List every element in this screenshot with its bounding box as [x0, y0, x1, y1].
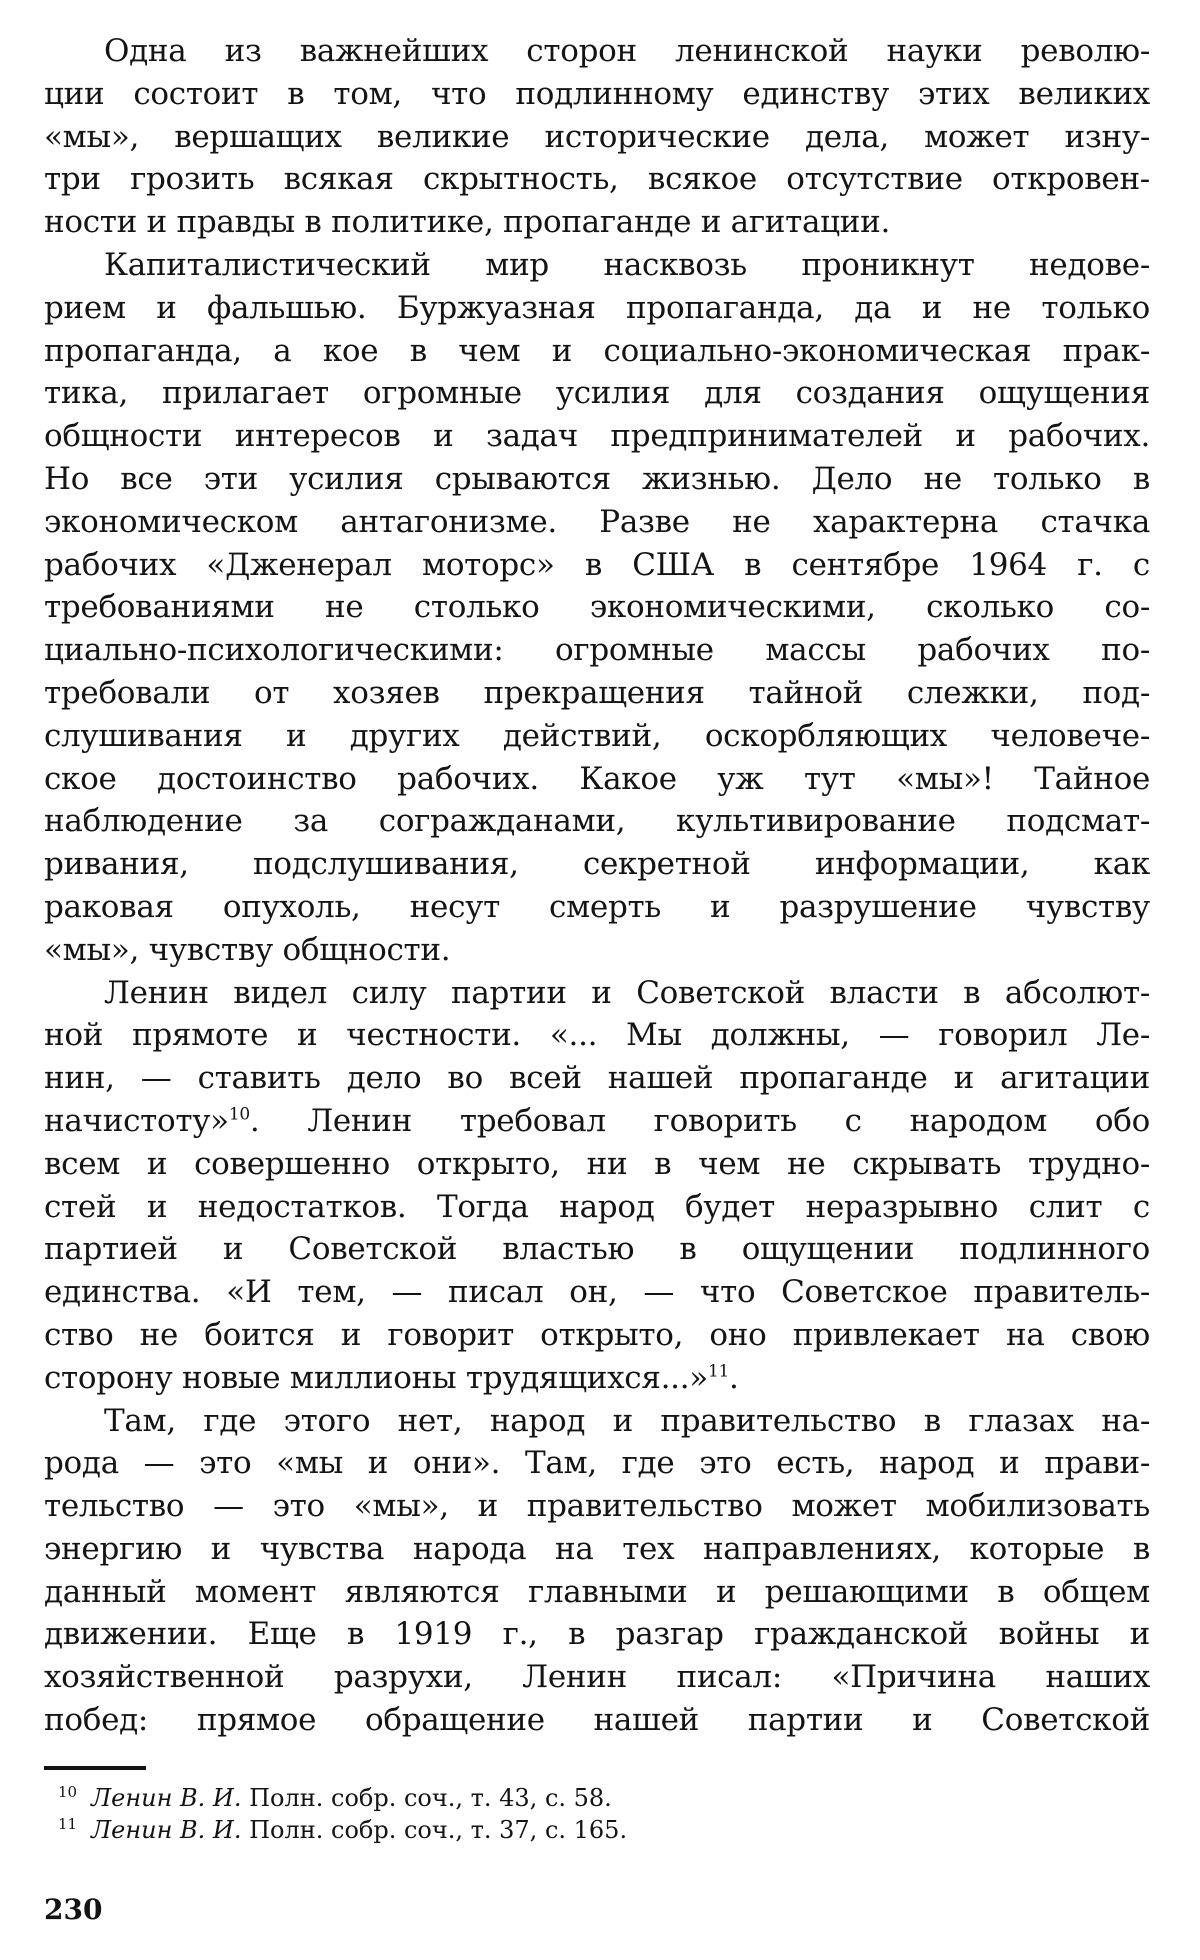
text-line: требовали от хозяев прекращения тайной слежки, под-	[44, 674, 1150, 711]
footnote-11	[58, 1814, 1138, 1846]
footnote-citation: Полн. собр. соч., т. 43, с. 58.	[249, 1784, 612, 1812]
paragraph-1	[44, 30, 1150, 244]
text-segment: . Ленин требовал говорить с народом обо	[249, 1102, 1150, 1139]
text-line: ривания, подслушивания, секретной информации, как	[44, 846, 1150, 883]
text-line: циально-психологическими: огромные массы рабочих по-	[44, 632, 1150, 669]
text-line: «мы», вершащих великие исторические дела, может изну-	[44, 118, 1150, 155]
text-line: партией и Советской властью в ощущении подлинного	[44, 1231, 1150, 1268]
text-line: движении. Еще в 1919 г., в разгар гражданской войны и	[44, 1616, 1150, 1653]
text-line: ции состоит в том, что подлинному единству этих великих	[44, 75, 1150, 112]
text-line: тика, прилагает огромные усилия для создания ощущения	[44, 375, 1150, 412]
text-line: общности интересов и задач предпринимателей и рабочих.	[44, 418, 1150, 455]
text-line: пропаганда, а кое в чем и социально-экономическая прак-	[44, 332, 1150, 369]
paragraph-3	[44, 972, 1150, 1400]
text-line: энергию и чувства народа на тех направлениях, которые в	[44, 1530, 1150, 1567]
text-segment: сторону новые миллионы трудящихся...»	[44, 1359, 708, 1396]
text-line: всем и совершенно открыто, ни в чем не скрывать трудно-	[44, 1145, 1150, 1182]
text-line: Капиталистический мир насквозь проникнут недове-	[104, 246, 1150, 283]
text-line: наблюдение за согражданами, культивирование подсмат-	[44, 803, 1150, 840]
text-line: ности и правды в политике, пропаганде и агитации.	[44, 204, 891, 241]
footnote-author: Ленин В. И.	[91, 1784, 242, 1812]
text-line: ское достоинство рабочих. Какое уж тут «мы»! Тайное	[44, 760, 1150, 797]
footnote-divider	[44, 1766, 146, 1770]
text-line-with-note-ref	[44, 1100, 1150, 1143]
text-line: нин, — ставить дело во всей нашей пропаганде и агитации	[44, 1060, 1150, 1097]
text-line: «мы», чувству общности.	[44, 931, 451, 968]
text-segment: начистоту»	[44, 1102, 229, 1139]
text-line: раковая опухоль, несут смерть и разрушение чувству	[44, 888, 1150, 925]
text-line: Ленин видел силу партии и Советской власти в абсолют-	[104, 974, 1150, 1011]
text-line: стей и недостатков. Тогда народ будет неразрывно слит с	[44, 1188, 1150, 1225]
paragraph-2	[44, 244, 1150, 972]
text-line: три грозить всякая скрытность, всякое отсутствие откровен-	[44, 161, 1150, 198]
text-line: Но все эти усилия срываются жизнью. Дело не только в	[44, 460, 1150, 497]
footnotes	[58, 1782, 1138, 1846]
text-line: единства. «И тем, — писал он, — что Советское правитель-	[44, 1274, 1150, 1311]
page-body	[44, 30, 1150, 1742]
footnote-10	[58, 1782, 1138, 1814]
footnote-citation: Полн. собр. соч., т. 37, с. 165.	[249, 1816, 628, 1844]
text-line: данный момент являются главными и решающими в общем	[44, 1573, 1150, 1610]
text-line: тельство — это «мы», и правительство может мобилизовать	[44, 1488, 1150, 1525]
text-segment: .	[729, 1359, 739, 1396]
text-line: рода — это «мы и они». Там, где это есть, народ и прави-	[44, 1445, 1150, 1482]
text-line: слушивания и других действий, оскорбляющих человече-	[44, 717, 1150, 754]
text-line-with-note-ref	[44, 1357, 1150, 1400]
footnote-ref-11[interactable]: 11	[707, 1361, 729, 1382]
text-line: ство не боится и говорит открыто, оно привлекает на свою	[44, 1316, 1150, 1353]
footnote-author: Ленин В. И.	[91, 1816, 242, 1844]
text-line: побед: прямое обращение нашей партии и Советской	[44, 1702, 1150, 1739]
footnote-number: 10	[58, 1783, 78, 1801]
text-line: экономическом антагонизме. Разве не характерна стачка	[44, 503, 1150, 540]
text-line: Одна из важнейших сторон ленинской науки револю-	[104, 33, 1150, 69]
page-number: 230	[44, 1893, 103, 1926]
footnote-ref-10[interactable]: 10	[228, 1104, 250, 1125]
text-line: рабочих «Дженерал моторс» в США в сентябре 1964 г. с	[44, 546, 1150, 583]
text-line: хозяйственной разрухи, Ленин писал: «Причина наших	[44, 1659, 1150, 1696]
text-line: требованиями не столько экономическими, сколько со-	[44, 589, 1150, 626]
text-line: рием и фальшью. Буржуазная пропаганда, да и не только	[44, 289, 1150, 326]
text-line: ной прямоте и честности. «... Мы должны, — говорил Ле-	[44, 1017, 1150, 1054]
text-line: Там, где этого нет, народ и правительство в глазах на-	[104, 1402, 1150, 1439]
footnote-number: 11	[58, 1815, 78, 1833]
paragraph-4	[44, 1400, 1150, 1742]
